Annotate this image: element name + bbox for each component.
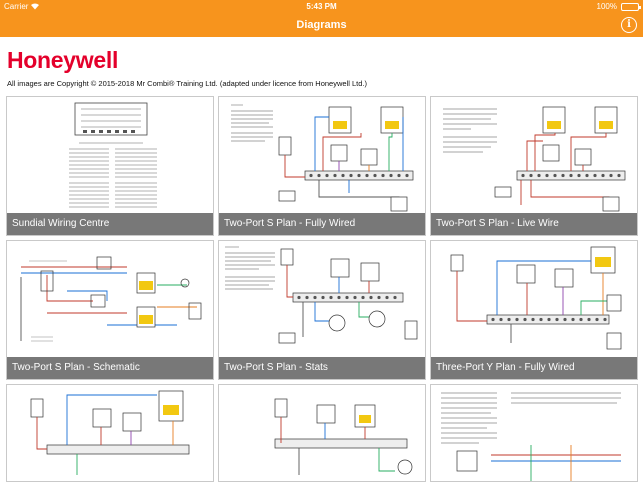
diagram-thumbnail bbox=[431, 241, 637, 359]
copyright-notice: All images are Copyright © 2015-2018 Mr Combi® Training Ltd. (adapted under licence from Honeywell Ltd.) bbox=[7, 79, 367, 88]
diagram-title: Sundial Wiring Centre bbox=[7, 213, 213, 235]
diagram-tile-two-port-s-plan-schematic[interactable] bbox=[6, 240, 214, 380]
diagram-tile-sundial-wiring-centre[interactable] bbox=[6, 96, 214, 236]
diagram-tile-three-port-y-plan-fully-wired[interactable] bbox=[430, 240, 638, 380]
clock: 5:43 PM bbox=[306, 2, 337, 11]
battery-percentage: 100% bbox=[596, 2, 617, 11]
diagram-thumbnail bbox=[431, 385, 637, 482]
diagram-thumbnail bbox=[431, 97, 637, 215]
diagram-thumbnail bbox=[219, 385, 425, 482]
diagram-tile-two-port-s-plan-stats[interactable] bbox=[218, 240, 426, 380]
diagram-thumbnail bbox=[7, 385, 213, 482]
battery-icon bbox=[621, 3, 639, 11]
honeywell-logo: Honeywell bbox=[7, 47, 119, 73]
diagram-tile-9[interactable] bbox=[430, 384, 638, 482]
diagram-title: Two-Port S Plan - Stats bbox=[219, 357, 425, 379]
carrier-label: Carrier bbox=[4, 2, 29, 11]
diagram-title: Two-Port S Plan - Fully Wired bbox=[219, 213, 425, 235]
diagram-thumbnail bbox=[7, 241, 213, 359]
diagram-title: Two-Port S Plan - Schematic bbox=[7, 357, 213, 379]
navigation-bar bbox=[0, 13, 643, 37]
diagram-title: Two-Port S Plan - Live Wire bbox=[431, 213, 637, 235]
info-icon[interactable]: i bbox=[621, 17, 637, 33]
diagram-title: Three-Port Y Plan - Fully Wired bbox=[431, 357, 637, 379]
page-title: Diagrams bbox=[296, 19, 347, 31]
diagram-tile-two-port-s-plan-fully-wired[interactable] bbox=[218, 96, 426, 236]
diagram-thumbnail bbox=[219, 241, 425, 359]
diagram-tile-7[interactable] bbox=[6, 384, 214, 482]
diagram-thumbnail bbox=[219, 97, 425, 215]
diagram-tile-8[interactable] bbox=[218, 384, 426, 482]
status-bar bbox=[0, 0, 643, 13]
diagram-thumbnail bbox=[7, 97, 213, 215]
diagram-tile-two-port-s-plan-live-wire[interactable] bbox=[430, 96, 638, 236]
